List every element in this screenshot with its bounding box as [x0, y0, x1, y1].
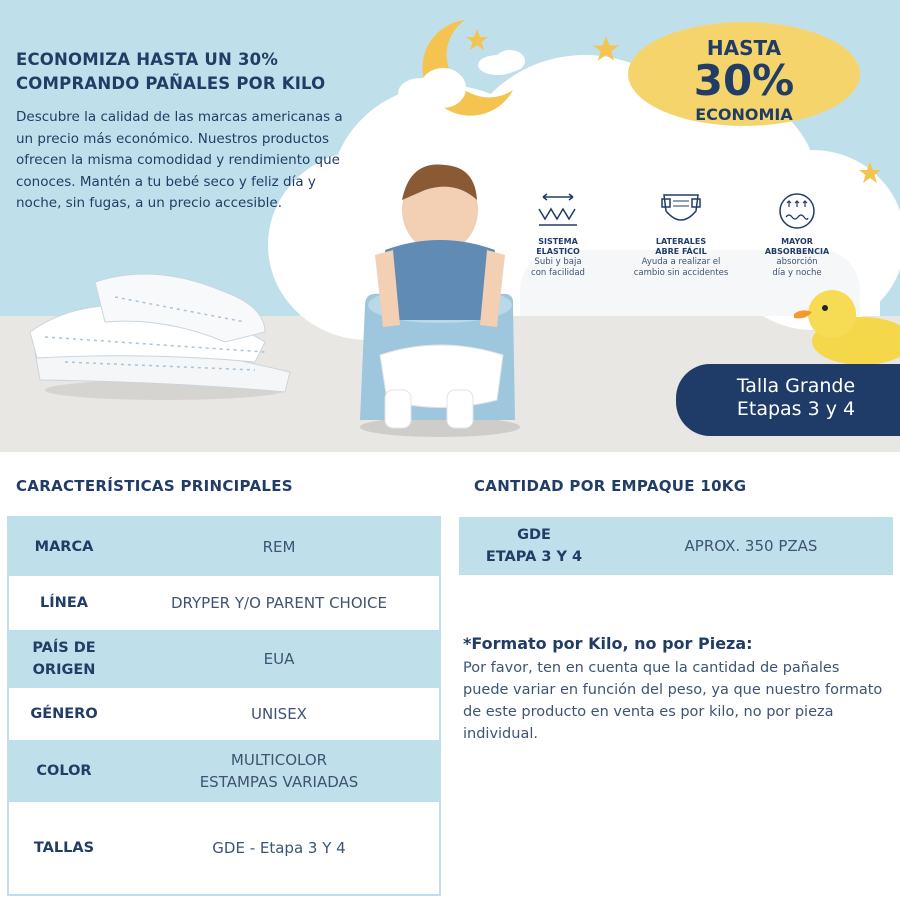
- size-tag-line2: Etapas 3 y 4: [736, 398, 856, 420]
- specs-title: CARACTERÍSTICAS PRINCIPALES: [16, 477, 293, 495]
- table-row: [9, 688, 439, 740]
- feature-elastic-system: [503, 191, 613, 278]
- badge-percentage: 30%: [693, 56, 795, 105]
- feature-title: MAYOR ABSORBENCIA: [764, 237, 830, 256]
- star-icon: [465, 28, 489, 52]
- spec-label: MARCA: [34, 539, 94, 555]
- diaper-icon: [658, 191, 704, 231]
- feature-easy-open-sides: [626, 191, 736, 278]
- quantity-title: CANTIDAD POR EMPAQUE 10KG: [474, 477, 747, 495]
- hero-title-line2: COMPRANDO PAÑALES POR KILO: [16, 74, 326, 93]
- feature-subtitle: absorción día y noche: [772, 257, 822, 278]
- feature-title: SISTEMA ELASTICO: [536, 237, 580, 256]
- quantity-row: [459, 517, 893, 575]
- spec-value: GDE - Etapa 3 Y 4: [212, 839, 346, 857]
- hero-title-line1: ECONOMIZA HASTA UN 30%: [16, 50, 279, 69]
- hero-description: Descubre la calidad de las marcas americanas a un precio más económico. Nuestros productos ofrecen la misma comodidad y rendimiento que conoces. Mantén a tu bebé seco y feliz día y noche, sin fugas, a un precio accesible.: [16, 109, 343, 211]
- badge-line1: HASTA: [706, 36, 782, 60]
- table-row: [9, 802, 439, 894]
- absorbency-icon: [774, 191, 820, 231]
- quantity-value: APROX. 350 PZAS: [684, 537, 818, 555]
- spec-value: MULTICOLOR ESTAMPAS VARIADAS: [199, 751, 359, 791]
- note-title: *Formato por Kilo, no por Pieza:: [463, 634, 753, 653]
- spec-value: DRYPER Y/O PARENT CHOICE: [170, 594, 387, 612]
- spec-label: TALLAS: [33, 840, 95, 856]
- star-icon: [858, 161, 882, 185]
- feature-absorbency: [742, 191, 852, 278]
- table-row: [9, 630, 439, 688]
- table-row: [9, 740, 439, 802]
- baby-on-potty-illustration: [355, 155, 525, 440]
- star-icon: [592, 35, 620, 63]
- spec-label: LÍNEA: [40, 595, 88, 611]
- hero-title: [16, 48, 336, 96]
- specs-table: [7, 516, 441, 896]
- spec-label: COLOR: [36, 763, 92, 779]
- spec-label: GÉNERO: [30, 706, 98, 722]
- note-text: Por favor, ten en cuenta que la cantidad de pañales puede variar en función del peso, ya que nuestro formato de este producto en venta es por kilo, no por pieza individual.: [463, 660, 883, 742]
- spec-value: REM: [262, 538, 296, 556]
- spec-value: EUA: [263, 650, 295, 668]
- rubber-duck-illustration: [792, 286, 900, 368]
- feature-subtitle: Ayuda a realizar el cambio sin accidentes: [633, 257, 729, 278]
- feature-title: LATERALES ABRE FÁCIL: [655, 237, 707, 256]
- size-tag-line1: Talla Grande: [736, 375, 856, 397]
- spec-value: UNISEX: [251, 705, 307, 723]
- savings-badge: [628, 22, 860, 126]
- quantity-label: GDE ETAPA 3 Y 4: [485, 527, 583, 565]
- table-row: [9, 518, 439, 576]
- size-tag: [676, 364, 900, 436]
- elastic-icon: [535, 191, 581, 231]
- spec-label: PAÍS DE ORIGEN: [32, 640, 96, 678]
- diapers-pile-illustration: [25, 262, 300, 402]
- badge-line3: ECONOMIA: [695, 105, 793, 124]
- feature-subtitle: Subi y baja con facilidad: [531, 257, 585, 278]
- table-row: [9, 576, 439, 630]
